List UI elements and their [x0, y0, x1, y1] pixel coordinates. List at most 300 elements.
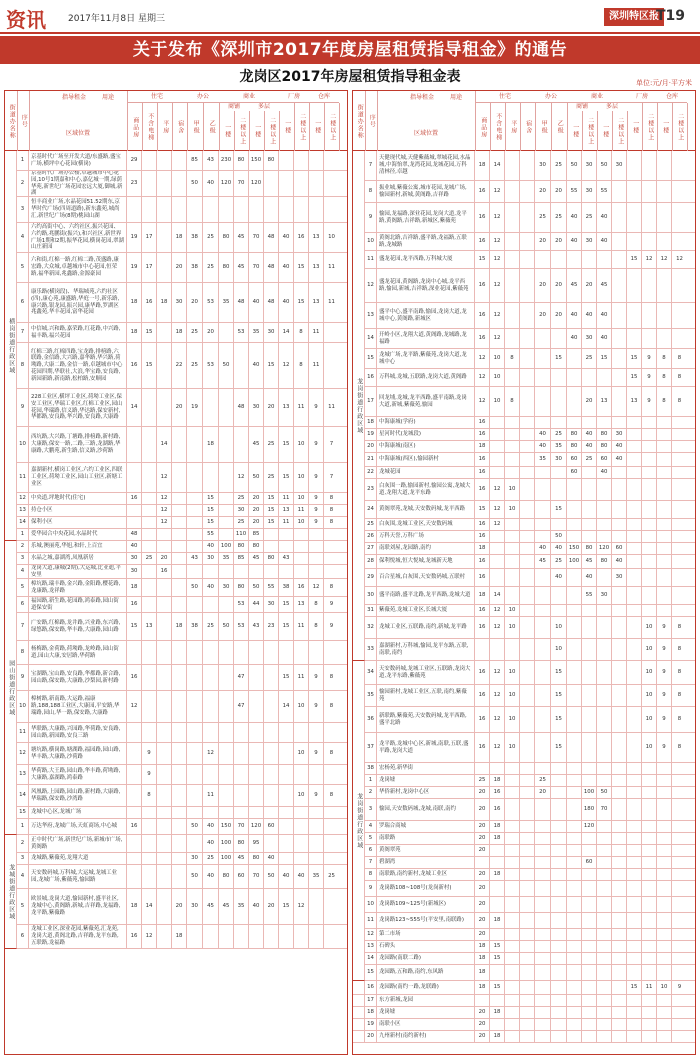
rent-cell	[520, 845, 535, 856]
area-cell: 龙岗路108~108号(龙岗新村)	[377, 881, 475, 896]
header-group-0: 住宅	[498, 92, 511, 100]
rent-cell	[505, 1031, 520, 1042]
rent-cell	[294, 723, 309, 742]
rent-cell: 18	[475, 151, 490, 180]
table-row	[353, 881, 695, 897]
rent-cell: 11	[328, 299, 335, 306]
rent-cell	[142, 665, 157, 690]
table-row	[353, 269, 695, 303]
rent-cell	[642, 467, 657, 478]
area-cell: 盛龙花园,黄阁路,龙岗中心城,龙平西路,愉园,新城,吉祥路,深业花园,紫薇苑	[377, 269, 475, 302]
rent-cell	[203, 691, 219, 722]
rent-cell	[627, 569, 642, 586]
area-cell: 龙岗路123~555号(平安里,南联路)	[377, 913, 475, 928]
area-cell: 正中时代广场,新世纪广场,新城市广场,黄阁路	[29, 835, 127, 852]
header-area: 区域位置	[65, 129, 90, 137]
rent-cell: 9	[657, 617, 672, 638]
row-number: 17	[365, 387, 377, 416]
rent-cell	[264, 807, 279, 818]
rent-cell	[627, 857, 642, 868]
rent-cell	[535, 587, 551, 604]
rent-cell	[627, 869, 642, 880]
rent-cell	[249, 785, 264, 806]
table-row	[353, 857, 695, 869]
rent-cell	[627, 661, 642, 684]
rent-cell: 20	[264, 389, 279, 426]
rent-cell: 10	[490, 369, 505, 386]
rent-cell: 15	[203, 493, 219, 504]
rent-cell	[612, 913, 627, 928]
rent-cell: 15	[294, 253, 309, 282]
street-cell	[353, 981, 365, 994]
rent-cell	[612, 605, 627, 616]
rent-cell	[642, 881, 657, 896]
rent-cell	[520, 531, 535, 542]
rent-cell: 12	[490, 233, 505, 250]
rent-cell: 15	[475, 501, 490, 518]
row-number: 38	[365, 763, 377, 774]
rent-cell: 40	[279, 865, 294, 888]
rent-cell: 20	[535, 233, 551, 250]
rent-cell: 9	[309, 463, 324, 492]
rent-cell	[582, 639, 597, 660]
rent-cell	[279, 723, 294, 742]
rent-cell	[612, 661, 627, 684]
rent-cell	[582, 775, 597, 786]
rent-cell	[612, 203, 627, 232]
rent-cell: 14	[490, 151, 505, 180]
rent-cell: 80	[582, 543, 597, 554]
rent-cell: 100	[582, 787, 597, 798]
row-number: 2	[365, 787, 377, 798]
rent-cell: 20	[475, 881, 490, 896]
rent-cell	[520, 269, 535, 302]
rent-cell	[657, 799, 672, 820]
rent-cell	[582, 845, 597, 856]
rent-cell	[612, 965, 627, 980]
rent-cell: 10	[505, 707, 520, 732]
rent-cell: 8	[329, 703, 334, 710]
rent-cell	[582, 733, 597, 762]
rent-cell: 16	[475, 519, 490, 530]
rent-cell	[627, 587, 642, 604]
rent-cell	[597, 501, 612, 518]
rent-cell: 40	[264, 853, 279, 864]
header-sub-11: 二楼以上	[646, 113, 654, 141]
row-number: 12	[365, 269, 377, 302]
table-row	[5, 613, 347, 641]
rent-cell: 16	[475, 605, 490, 616]
rent-cell	[203, 807, 219, 818]
rent-cell: 25	[264, 463, 279, 492]
rent-cell	[294, 197, 309, 222]
rent-cell: 20	[475, 821, 490, 832]
rent-cell	[535, 845, 551, 856]
rent-cell: 8	[294, 343, 309, 388]
row-number: 3	[17, 553, 29, 564]
rent-cell	[642, 441, 657, 452]
row-number: 18	[365, 417, 377, 428]
rent-cell: 20	[264, 889, 279, 924]
header-sub-6: 一楼	[571, 124, 579, 138]
rent-cell: 13	[279, 389, 294, 426]
rent-cell: 11	[309, 343, 324, 388]
rent-cell: 8	[329, 750, 334, 757]
rent-cell	[627, 329, 642, 348]
rent-cell: 20	[475, 913, 490, 928]
rent-cell	[567, 661, 582, 684]
row-number: 13	[17, 765, 29, 784]
rent-cell: 47	[234, 665, 249, 690]
rent-cell	[582, 531, 597, 542]
row-number: 14	[17, 517, 29, 528]
rent-cell: 50	[187, 819, 203, 834]
rent-cell	[567, 479, 582, 500]
rent-cell: 14	[127, 389, 142, 426]
rent-cell	[612, 845, 627, 856]
header-sub-6: 一楼	[223, 124, 231, 138]
rent-cell: 40	[203, 819, 219, 834]
rent-cell	[597, 617, 612, 638]
table-row	[5, 665, 347, 691]
rent-cell	[582, 995, 597, 1006]
rent-cell	[172, 541, 187, 552]
area-cell: 中海康城(西区),愉园新村	[377, 453, 475, 466]
rent-cell	[142, 641, 157, 664]
rent-cell: 35	[219, 553, 234, 564]
table-row	[5, 517, 347, 529]
rent-cell	[642, 965, 657, 980]
rent-cell: 9	[309, 665, 324, 690]
rent-cell	[597, 981, 612, 994]
rent-cell: 150	[219, 819, 234, 834]
rent-cell	[294, 541, 309, 552]
rent-cell: 10	[294, 691, 309, 722]
rent-cell: 25	[203, 223, 219, 252]
rent-cell: 18	[127, 579, 142, 596]
area-cell: 康乐路(横岗段)、华瑞城苑,六约社区(四),康心苑,康盛路,华庭一号,新乐路,康兴路,银龙园,振兴园,康华路,罗湖区兆鑫苑,华丰花园,富华花园	[29, 283, 127, 322]
rent-cell: 40	[203, 579, 219, 596]
rent-cell	[157, 765, 172, 784]
rent-cell: 45	[234, 223, 249, 252]
table-row	[353, 429, 695, 441]
row-number: 15	[17, 807, 29, 818]
rent-cell	[672, 569, 687, 586]
row-number: 30	[365, 587, 377, 604]
rent-cell	[520, 1031, 535, 1042]
header-rule	[475, 102, 687, 103]
rent-cell	[672, 555, 687, 568]
rent-cell	[567, 587, 582, 604]
rent-cell	[219, 505, 234, 516]
rent-cell	[657, 303, 672, 328]
rent-cell	[657, 1031, 672, 1042]
header-group-0: 住宅	[150, 92, 163, 100]
rent-cell: 15	[490, 953, 505, 964]
rent-cell	[597, 929, 612, 940]
rent-cell: 8	[329, 519, 334, 526]
row-number: 5	[17, 889, 29, 924]
area-cell: 杨梅路,金荷路,荷坳路,龙岭路,园山街道,园山大康,安居路,华荷路	[29, 641, 127, 664]
rent-cell	[597, 661, 612, 684]
row-number: 11	[365, 251, 377, 268]
rent-cell: 100	[219, 853, 234, 864]
area-cell: 西坑路,大兴路,丁塘路,排榜路,新村路,大康路,保安一路,二路,三路,龙湖路,华康路,大鹏苑,新生路,信义路,沙荷路	[29, 427, 127, 462]
rent-cell	[597, 965, 612, 980]
rent-cell	[597, 733, 612, 762]
header-sub-0: 商品房	[479, 116, 487, 138]
street-group-label: 龙岗街道行政区域	[353, 151, 365, 661]
rent-cell: 43	[249, 613, 264, 640]
row-number: 16	[365, 369, 377, 386]
rent-cell	[157, 807, 172, 818]
rent-cell	[324, 807, 339, 818]
rent-cell: 10	[505, 479, 520, 500]
row-number: 9	[17, 389, 29, 426]
rent-cell: 55	[597, 181, 612, 202]
rent-cell: 30	[127, 553, 142, 564]
row-number: 2	[17, 835, 29, 852]
rent-cell	[520, 941, 535, 952]
area-cell: 振业城,紫薇公寓,城市花园,龙城广场,愉园新村,新城,黄阁路,吉祥路	[377, 181, 475, 202]
rent-cell	[203, 723, 219, 742]
rent-cell: 29	[127, 151, 142, 170]
rent-cell	[627, 941, 642, 952]
rent-cell	[520, 181, 535, 202]
rent-cell	[627, 833, 642, 844]
rent-cell	[520, 429, 535, 440]
rent-cell	[475, 995, 490, 1006]
rent-cell	[612, 707, 627, 732]
rent-cell: 12	[279, 343, 294, 388]
table-row	[5, 819, 347, 835]
rent-cell	[172, 765, 187, 784]
rent-cell: 60	[612, 543, 627, 554]
rent-cell	[187, 835, 203, 852]
rent-cell: 16	[475, 617, 490, 638]
rent-cell: 120	[597, 543, 612, 554]
rent-cell: 9	[657, 733, 672, 762]
area-cell: 黄阁翠苑,龙城,天安数码城,龙平西路	[377, 501, 475, 518]
rent-cell: 30	[612, 429, 627, 440]
rent-cell: 150	[567, 543, 582, 554]
rent-cell	[567, 531, 582, 542]
header-group-2: 商业	[242, 92, 255, 100]
rent-cell	[505, 519, 520, 530]
row-number: 35	[365, 685, 377, 706]
rent-cell	[642, 941, 657, 952]
rent-cell	[172, 171, 187, 196]
area-cell: 龙岗墟	[377, 775, 475, 786]
rent-cell: 9	[657, 685, 672, 706]
rent-cell	[597, 953, 612, 964]
rent-cell: 16	[475, 733, 490, 762]
rent-cell	[627, 203, 642, 232]
rent-cell	[172, 529, 187, 540]
rent-cell	[535, 569, 551, 586]
row-number: 5	[17, 253, 29, 282]
rent-cell: 80	[234, 579, 249, 596]
rent-cell	[264, 541, 279, 552]
rent-cell	[597, 605, 612, 616]
rent-cell: 12	[475, 369, 490, 386]
rent-cell: 80	[249, 853, 264, 864]
rent-cell: 8	[329, 584, 334, 591]
rent-cell	[672, 799, 687, 820]
rent-cell	[672, 151, 687, 180]
rent-cell	[203, 197, 219, 222]
rent-cell: 16	[127, 665, 142, 690]
rent-cell: 8	[657, 349, 672, 368]
row-number: 2	[17, 541, 29, 552]
header-sub-1: 不含电梯	[146, 113, 154, 141]
rent-cell	[657, 845, 672, 856]
rent-cell	[219, 665, 234, 690]
rent-cell	[642, 833, 657, 844]
rent-cell	[597, 685, 612, 706]
rent-cell: 12	[157, 493, 172, 504]
rent-cell	[309, 819, 324, 834]
rent-cell	[172, 427, 187, 462]
table-row	[5, 253, 347, 283]
row-number: 9	[365, 881, 377, 896]
rent-cell: 50	[187, 171, 203, 196]
table-row	[5, 541, 347, 553]
rent-cell	[219, 765, 234, 784]
rent-cell: 80	[264, 553, 279, 564]
rent-cell	[520, 897, 535, 912]
rent-cell: 10	[294, 427, 309, 462]
header-rule	[127, 102, 339, 103]
rent-cell	[219, 565, 234, 578]
rent-cell	[627, 787, 642, 798]
area-cell: 天健现代城,天健紫薇城,翠城花园,水晶城,中海怡翠,龙湾花园,龙城花园,万科清林径,卓越	[377, 151, 475, 180]
rent-cell	[520, 479, 535, 500]
rent-cell: 30	[264, 597, 279, 612]
rent-cell	[505, 303, 520, 328]
rent-cell	[157, 529, 172, 540]
table-row	[5, 151, 347, 171]
rent-cell	[551, 981, 567, 994]
rent-cell	[642, 501, 657, 518]
rent-cell: 20	[475, 1019, 490, 1030]
rent-cell	[249, 565, 264, 578]
rent-cell: 80	[234, 151, 249, 170]
row-number: 18	[365, 1007, 377, 1018]
area-cell: 中信城,兴和路,嘉荣路,红花路,中兴路,福丰路,福兴花园	[29, 323, 127, 342]
rent-cell	[324, 553, 339, 564]
table-row	[353, 799, 695, 821]
rent-cell	[642, 953, 657, 964]
area-cell: 乐城,澳丽苑,华旭,和轩,上百宜	[29, 541, 127, 552]
rent-cell: 9	[309, 517, 324, 528]
table-row	[353, 543, 695, 555]
rent-cell	[657, 479, 672, 500]
rent-cell: 13	[597, 387, 612, 416]
rent-cell	[612, 775, 627, 786]
rent-cell: 80	[219, 223, 234, 252]
rent-cell	[567, 929, 582, 940]
header-sub-7: 二楼以上	[238, 117, 246, 145]
rent-cell	[672, 953, 687, 964]
rent-cell	[597, 833, 612, 844]
table-row	[353, 1019, 695, 1031]
rent-cell	[324, 197, 339, 222]
row-number: 34	[365, 661, 377, 684]
rent-cell	[264, 743, 279, 764]
rent-cell: 40	[279, 253, 294, 282]
rent-cell: 13	[309, 223, 324, 252]
rent-cell: 10	[642, 661, 657, 684]
rent-cell	[535, 369, 551, 386]
rent-cell: 9	[329, 601, 334, 608]
rent-cell	[142, 517, 157, 528]
rent-cell: 14	[157, 427, 172, 462]
rent-cell: 50	[597, 787, 612, 798]
rent-cell: 8	[677, 669, 682, 676]
rent-cell: 40	[597, 203, 612, 232]
rent-cell: 35	[551, 441, 567, 452]
row-number: 1	[17, 819, 29, 834]
rent-cell	[157, 597, 172, 612]
rent-cell	[627, 605, 642, 616]
rent-cell	[672, 913, 687, 928]
table-row	[353, 303, 695, 329]
rent-cell	[597, 775, 612, 786]
rent-cell: 40	[249, 889, 264, 924]
rent-cell	[642, 857, 657, 868]
rent-cell	[505, 233, 520, 250]
table-row	[5, 889, 347, 925]
header-sub-3: 宿舍	[524, 120, 532, 134]
rent-cell	[551, 775, 567, 786]
header-shop: 商铺	[227, 102, 240, 110]
rent-cell	[657, 569, 672, 586]
rent-cell	[642, 605, 657, 616]
rent-cell	[642, 763, 657, 774]
rent-cell: 10	[551, 639, 567, 660]
row-number: 28	[365, 555, 377, 568]
rent-cell: 100	[567, 555, 582, 568]
rent-cell	[520, 857, 535, 868]
rent-cell	[551, 881, 567, 896]
rent-cell	[551, 387, 567, 416]
rent-cell	[127, 765, 142, 784]
rent-cell: 10	[505, 501, 520, 518]
rent-cell	[309, 553, 324, 564]
rent-cell	[490, 845, 505, 856]
rent-cell	[551, 1019, 567, 1030]
rent-cell: 16	[475, 269, 490, 302]
rent-cell	[582, 1031, 597, 1042]
rent-cell: 10	[642, 707, 657, 732]
rent-cell	[567, 639, 582, 660]
area-cell: 京基时代广场办公楼,卓越城市中心花园,10号1期嘉和中心,嘉亿城一期,绿荫华苑,新世纪广场花园宏远大厦,御城,新湖	[29, 171, 127, 196]
rent-cell: 10	[294, 517, 309, 528]
rent-cell	[264, 665, 279, 690]
row-number: 8	[17, 641, 29, 664]
area-cell: 回龙埔,龙城,龙平西路,盛平南路,龙岗大道,新城,紫薇苑,愉园	[377, 387, 475, 416]
header-sub-8: 一楼	[253, 124, 261, 138]
rent-cell	[520, 569, 535, 586]
rent-cell: 60	[582, 857, 597, 868]
area-cell: 盛平南路,盛平北路,龙平西路,龙城大道	[377, 587, 475, 604]
rent-cell	[505, 543, 520, 554]
row-number: 21	[365, 453, 377, 466]
row-number: 1	[17, 151, 29, 170]
rent-cell	[627, 799, 642, 820]
header-sub-5: 乙级	[556, 120, 564, 134]
